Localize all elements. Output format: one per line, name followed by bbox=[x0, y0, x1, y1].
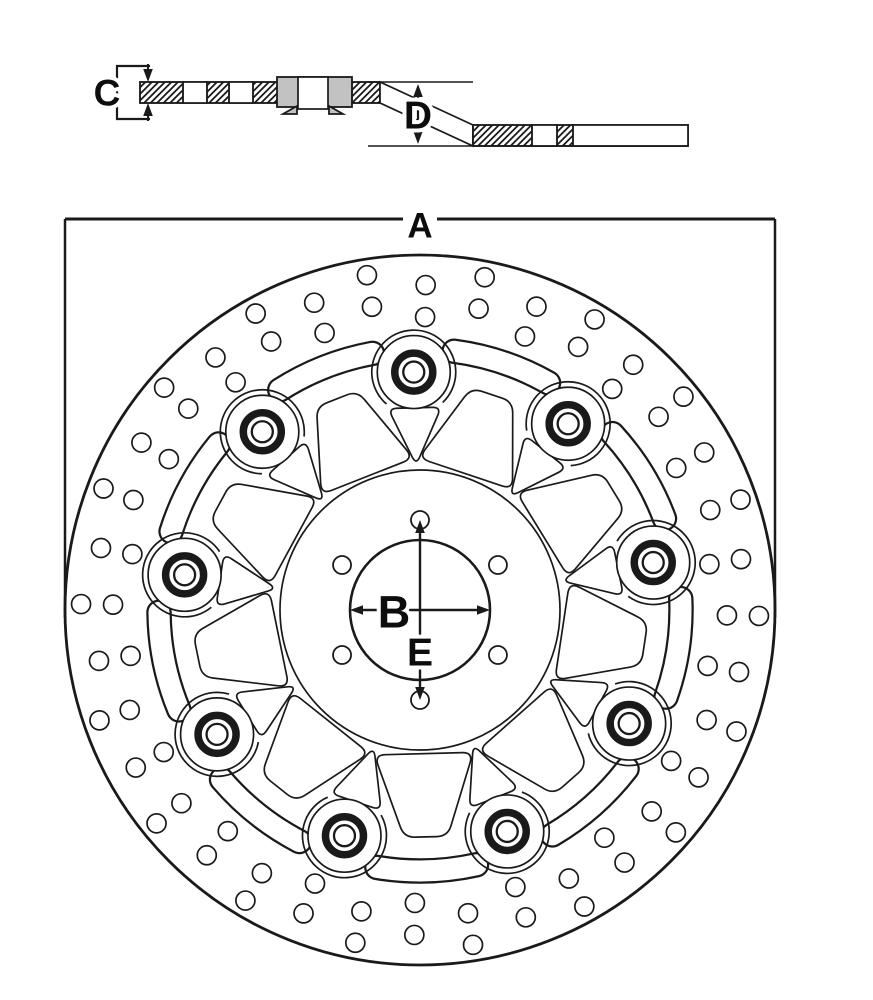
section-hatch bbox=[352, 82, 380, 103]
band-hole bbox=[124, 490, 143, 509]
band-hole bbox=[155, 378, 174, 397]
section-gap bbox=[229, 82, 253, 103]
band-hole bbox=[459, 904, 478, 923]
rivet-button-hole bbox=[403, 362, 424, 383]
float-slot bbox=[377, 865, 477, 871]
band-hole bbox=[697, 711, 716, 730]
dim-label-b: B bbox=[377, 586, 411, 638]
band-hole bbox=[506, 878, 525, 897]
band-hole bbox=[698, 656, 717, 675]
band-hole bbox=[603, 379, 622, 398]
section-hatch bbox=[473, 125, 532, 146]
band-hole bbox=[346, 933, 365, 952]
band-hole bbox=[123, 545, 142, 564]
section-gap bbox=[183, 82, 207, 103]
band-hole bbox=[689, 768, 708, 787]
band-hole bbox=[649, 407, 668, 426]
band-hole bbox=[730, 663, 749, 682]
band-hole bbox=[94, 479, 113, 498]
band-hole bbox=[585, 310, 604, 329]
rivet-button-hole bbox=[334, 825, 355, 846]
section-hatch bbox=[557, 125, 573, 146]
dim-label-e: E bbox=[406, 631, 434, 675]
bolt-hole bbox=[489, 646, 507, 664]
band-hole bbox=[674, 387, 693, 406]
arrowhead bbox=[143, 103, 153, 116]
rivet-button-hole bbox=[174, 564, 195, 585]
band-hole bbox=[575, 897, 594, 916]
spider-trapezoid-opening bbox=[377, 753, 471, 838]
band-hole bbox=[252, 864, 271, 883]
band-hole bbox=[416, 308, 435, 327]
section-gap bbox=[532, 125, 557, 146]
band-hole bbox=[405, 893, 424, 912]
band-hole bbox=[527, 297, 546, 316]
band-hole bbox=[700, 555, 719, 574]
float-slot bbox=[280, 353, 373, 390]
bolt-hole bbox=[333, 646, 351, 664]
band-hole bbox=[667, 458, 686, 477]
band-hole bbox=[701, 501, 720, 520]
band-hole bbox=[469, 299, 488, 318]
bolt-hole bbox=[333, 556, 351, 574]
band-hole bbox=[306, 874, 325, 893]
band-hole bbox=[666, 823, 685, 842]
band-hole bbox=[120, 700, 139, 719]
band-hole bbox=[159, 450, 178, 469]
rivet-button-hole bbox=[619, 713, 640, 734]
bolt-hole bbox=[489, 556, 507, 574]
band-hole bbox=[104, 595, 123, 614]
band-hole bbox=[294, 904, 313, 923]
band-hole bbox=[695, 443, 714, 462]
band-hole bbox=[662, 751, 681, 770]
rivet-button-hole bbox=[207, 724, 228, 745]
band-hole bbox=[642, 802, 661, 821]
band-hole bbox=[464, 935, 483, 954]
spider-trapezoid-opening bbox=[195, 594, 287, 686]
band-hole bbox=[362, 297, 381, 316]
section-hatch bbox=[140, 82, 183, 103]
band-hole bbox=[90, 651, 109, 670]
section-mount-band bbox=[573, 125, 688, 146]
band-hole bbox=[121, 646, 140, 665]
dim-label-c: C bbox=[93, 72, 121, 114]
band-hole bbox=[624, 355, 643, 374]
band-hole bbox=[246, 304, 265, 323]
band-hole bbox=[147, 814, 166, 833]
band-hole bbox=[405, 925, 424, 944]
band-hole bbox=[218, 822, 237, 841]
band-hole bbox=[236, 891, 255, 910]
band-hole bbox=[132, 433, 151, 452]
float-slot bbox=[454, 351, 548, 383]
band-hole bbox=[731, 490, 750, 509]
band-hole bbox=[72, 595, 91, 614]
dim-label-a: A bbox=[407, 206, 433, 246]
band-hole bbox=[352, 902, 371, 921]
band-hole bbox=[416, 276, 435, 295]
band-hole bbox=[569, 337, 588, 356]
band-hole bbox=[717, 606, 736, 625]
band-hole bbox=[206, 348, 225, 367]
band-hole bbox=[172, 794, 191, 813]
band-hole bbox=[262, 332, 281, 351]
band-hole bbox=[475, 268, 494, 287]
band-hole bbox=[559, 869, 578, 888]
band-hole bbox=[732, 550, 751, 569]
band-hole bbox=[197, 846, 216, 865]
cross-section-view bbox=[117, 66, 688, 146]
band-hole bbox=[91, 538, 110, 557]
band-hole bbox=[749, 606, 768, 625]
dim-label-d: D bbox=[403, 94, 433, 138]
band-hole bbox=[727, 722, 746, 741]
section-hatch bbox=[207, 82, 229, 103]
rivet-button-hole bbox=[497, 821, 518, 842]
band-hole bbox=[226, 373, 245, 392]
band-hole bbox=[615, 853, 634, 872]
rivet-button-hole bbox=[252, 421, 273, 442]
band-hole bbox=[305, 293, 324, 312]
band-hole bbox=[126, 758, 145, 777]
band-hole bbox=[154, 743, 173, 762]
band-hole bbox=[595, 828, 614, 847]
rivet-button-hole bbox=[558, 413, 579, 434]
band-hole bbox=[179, 399, 198, 418]
rivet-button-hole bbox=[643, 552, 664, 573]
arrowhead bbox=[143, 69, 153, 82]
band-hole bbox=[516, 327, 535, 346]
band-hole bbox=[315, 323, 334, 342]
rivet-center bbox=[298, 77, 328, 109]
band-hole bbox=[516, 908, 535, 927]
band-hole bbox=[90, 711, 109, 730]
band-hole bbox=[357, 266, 376, 285]
